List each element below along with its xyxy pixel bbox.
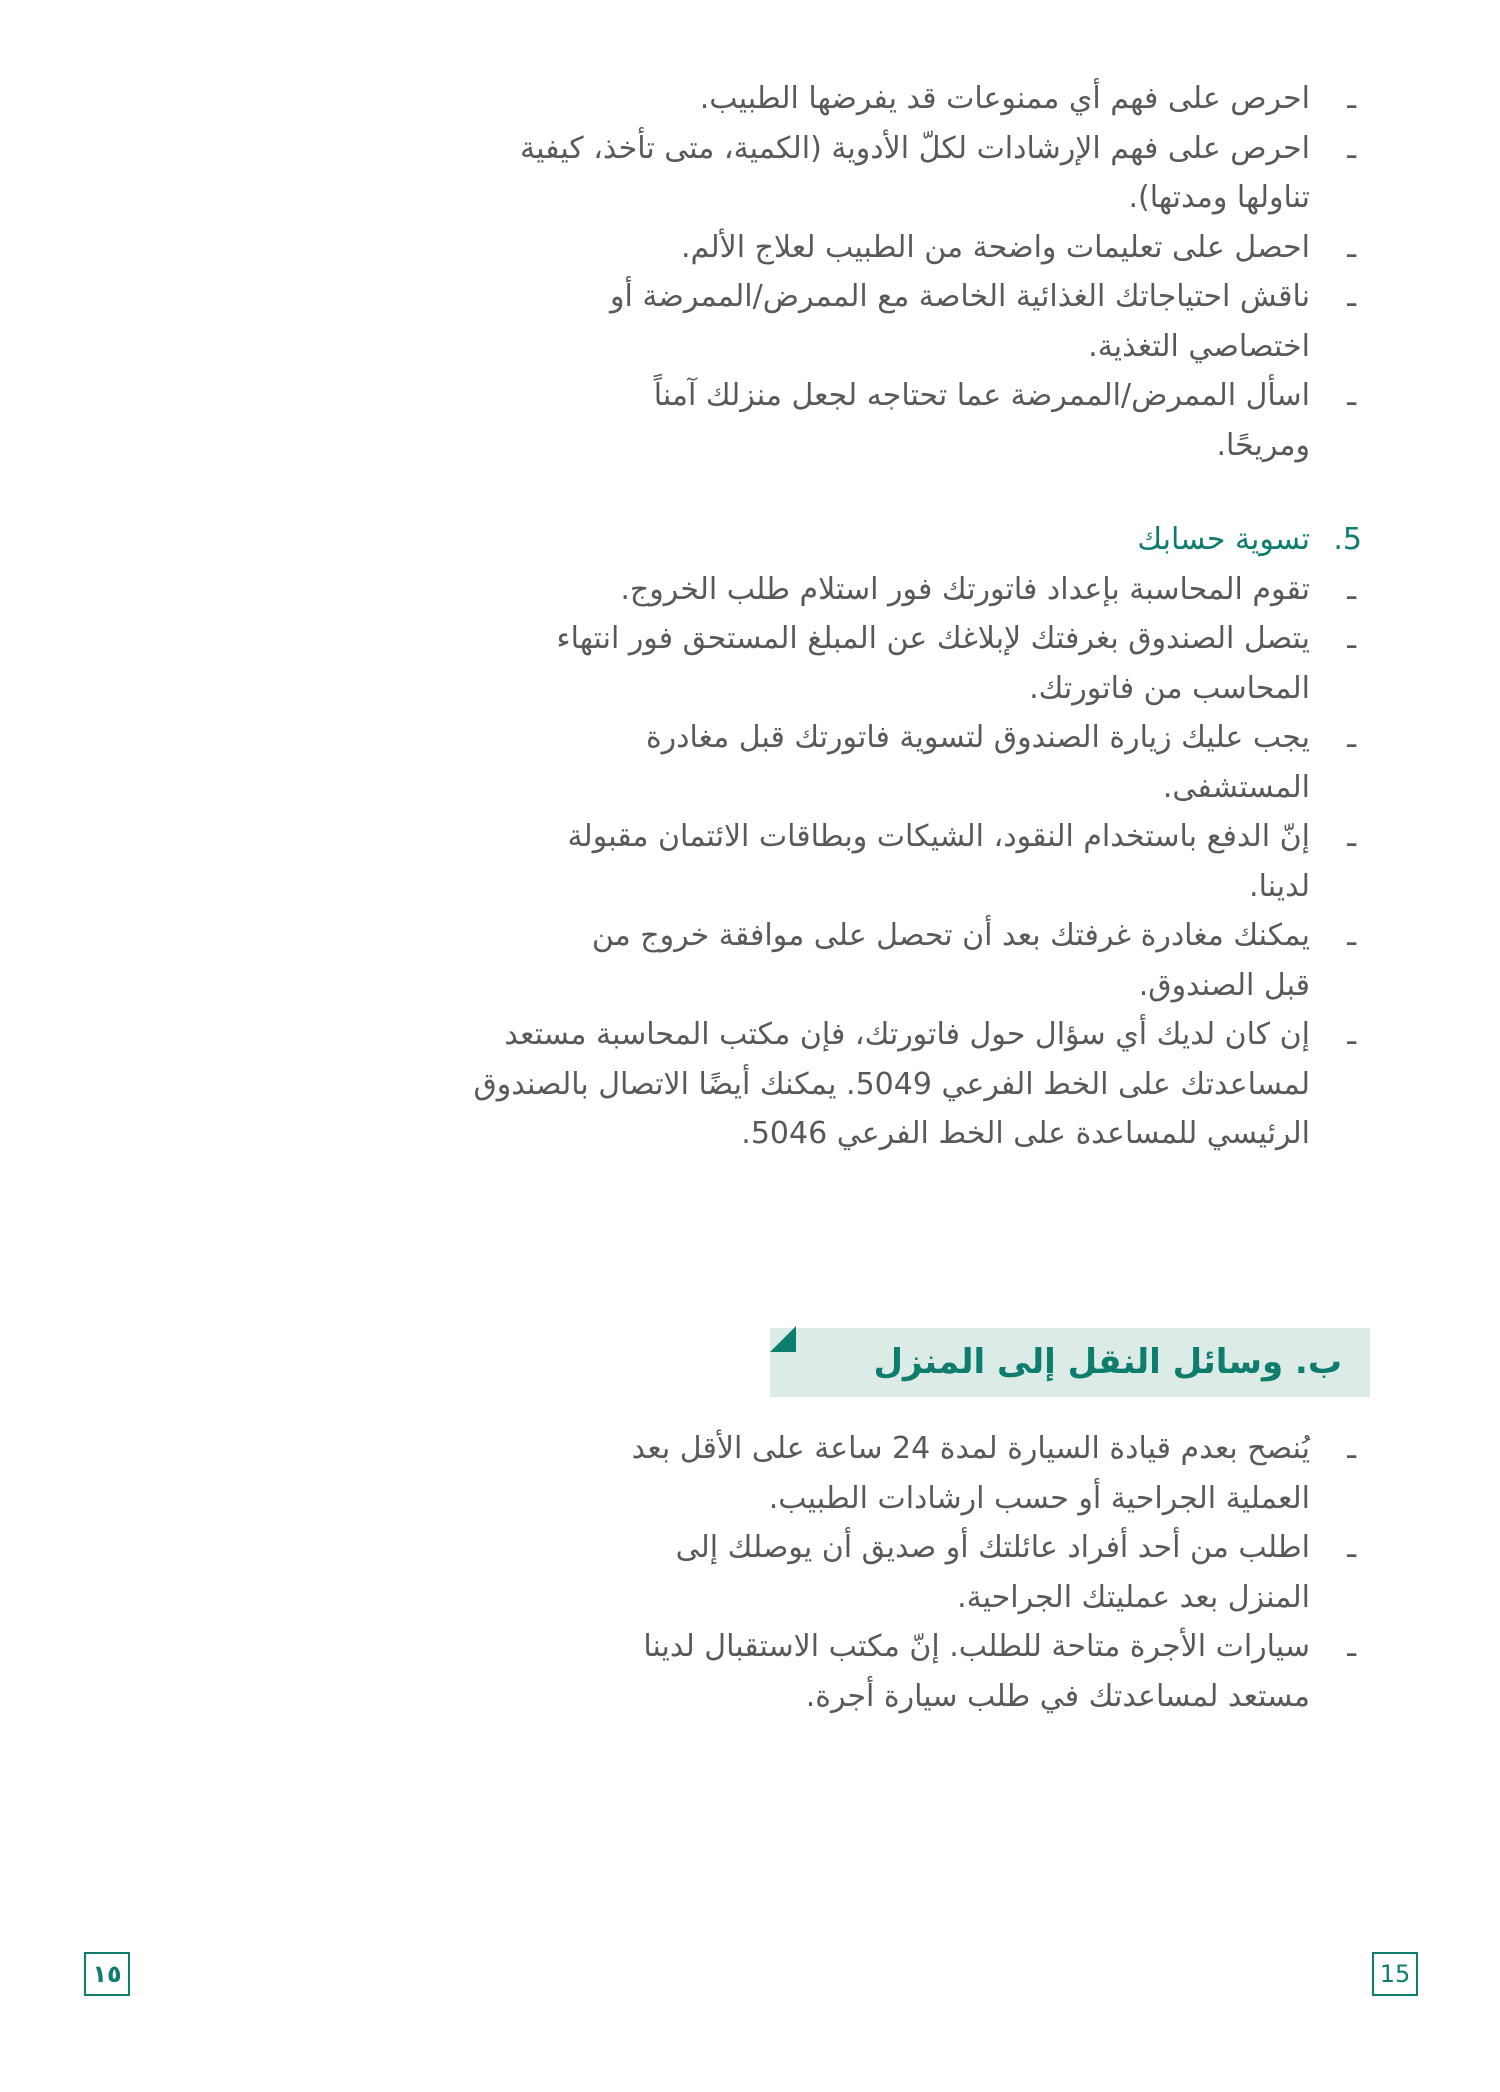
- bullet-marker: ـ: [1347, 720, 1356, 755]
- list-item: ـ اطلب من أحد أفراد عائلتك أو صديق أن يوصلك إلى المنزل بعد عمليتك الجراحية.: [590, 1523, 1310, 1622]
- transport-heading-banner: [770, 1328, 1370, 1397]
- bullet-marker: ـ: [1347, 621, 1356, 656]
- instructions-list: [410, 74, 1356, 470]
- corner-triangle-icon: [770, 1326, 796, 1352]
- list-item: ـ احصل على تعليمات واضحة من الطبيب لعلاج الألم.: [570, 223, 1310, 273]
- bullet-marker: ـ: [1347, 1629, 1356, 1664]
- settle-account-list: [410, 565, 1356, 1159]
- transport-list: [410, 1424, 1356, 1721]
- bullet-marker: ـ: [1347, 130, 1356, 166]
- section-number: 5.: [1333, 522, 1362, 557]
- list-item: ـ ناقش احتياجاتك الغذائية الخاصة مع الممرض/الممرضة أو اختصاصي التغذية.: [510, 272, 1310, 371]
- main-content: [410, 74, 1362, 1159]
- bullet-marker: ـ: [1347, 229, 1356, 265]
- list-item: ـ يجب عليك زيارة الصندوق لتسوية فاتورتك قبل مغادرة المستشفى.: [550, 713, 1310, 812]
- list-item: ـ احرص على فهم الإرشادات لكلّ الأدوية (الكمية، متى تأخذ، كيفية تناولها ومدتها).: [490, 124, 1310, 223]
- bullet-marker: ـ: [1347, 1431, 1356, 1466]
- list-item: ـ إن كان لديك أي سؤال حول فاتورتك، فإن مكتب المحاسبة مستعد لمساعدتك على الخط الفرعي 5049. يمكنك أيضًا الاتصال بالصندوق الرئيسي للمساعدة على الخط الفرعي 5046.: [410, 1010, 1310, 1159]
- list-item: ـ يتصل الصندوق بغرفتك لإبلاغك عن المبلغ المستحق فور انتهاء المحاسب من فاتورتك.: [520, 614, 1310, 713]
- list-item: ـ تقوم المحاسبة بإعداد فاتورتك فور استلام طلب الخروج.: [530, 565, 1310, 615]
- transport-content: [410, 1424, 1356, 1721]
- section-settle-account: [410, 515, 1362, 1159]
- section-5-title: 5. تسوية حسابك: [410, 515, 1310, 565]
- bullet-marker: ـ: [1347, 1530, 1356, 1565]
- bullet-marker: ـ: [1347, 918, 1356, 953]
- bullet-marker: ـ: [1347, 81, 1356, 116]
- bullet-marker: ـ: [1347, 819, 1356, 854]
- list-item: ـ اسأل الممرض/الممرضة عما تحتاجه لجعل منزلك آمناً ومريحًا.: [630, 371, 1310, 470]
- page-number-arabic: ١٥: [84, 1952, 130, 1996]
- bullet-marker: ـ: [1347, 279, 1356, 314]
- bullet-marker: ـ: [1347, 1017, 1356, 1052]
- list-item: ـ يُنصح بعدم قيادة السيارة لمدة 24 ساعة على الأقل بعد العملية الجراحية أو حسب ارشادات الطبيب.: [590, 1424, 1310, 1523]
- page-number-latin: 15: [1372, 1952, 1418, 1996]
- bullet-marker: ـ: [1347, 378, 1356, 413]
- section-b-heading: ب. وسائل النقل إلى المنزل: [873, 1342, 1342, 1382]
- list-item: ـ سيارات الأجرة متاحة للطلب. إنّ مكتب الاستقبال لدينا مستعد لمساعدتك في طلب سيارة أجرة.: [590, 1622, 1310, 1721]
- list-item: ـ يمكنك مغادرة غرفتك بعد أن تحصل على موافقة خروج من قبل الصندوق.: [550, 911, 1310, 1010]
- list-item: ـ إنّ الدفع باستخدام النقود، الشيكات وبطاقات الائتمان مقبولة لدينا.: [550, 812, 1310, 911]
- list-item: ـ احرص على فهم أي ممنوعات قد يفرضها الطبيب.: [610, 74, 1310, 124]
- bullet-marker: ـ: [1347, 571, 1356, 607]
